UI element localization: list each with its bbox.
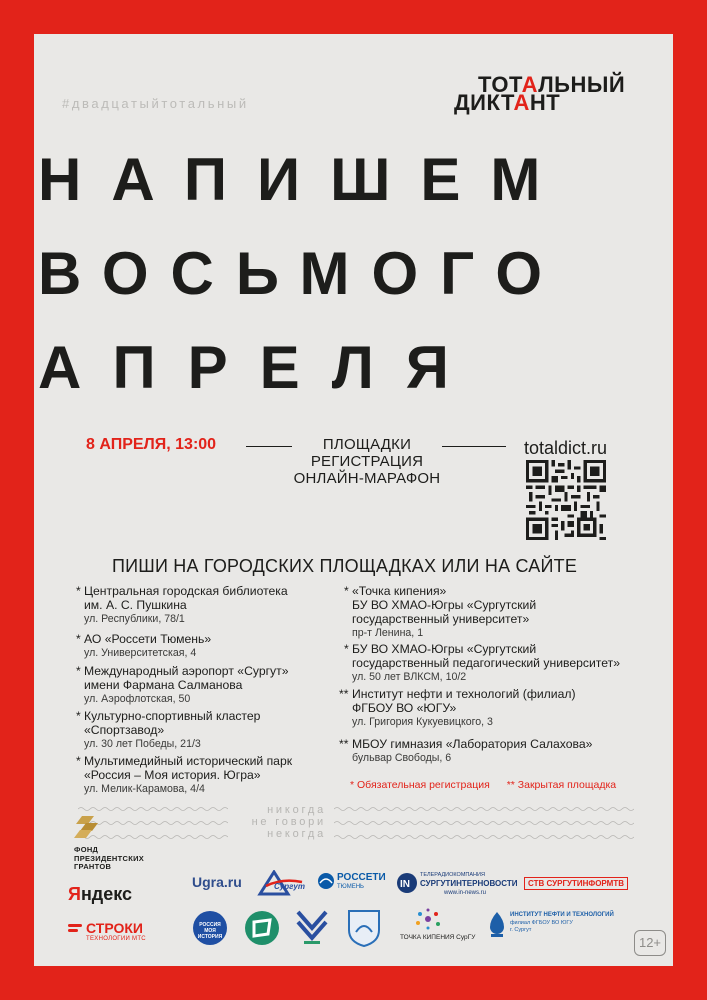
sportzavod-icon — [244, 910, 280, 946]
sponsor-rosseti: РОССЕТИ — [337, 872, 386, 883]
logo-part: ТОТ — [478, 72, 522, 97]
divider-line — [246, 446, 292, 447]
logo-accent: А — [521, 72, 539, 97]
location-name: МБОУ гимназия «Лаборатория Салахова» — [352, 737, 593, 751]
location-address: ул. Университетская, 4 — [84, 647, 197, 659]
location-item — [76, 632, 212, 660]
location-mark: * — [76, 754, 81, 768]
location-mark: * — [76, 632, 81, 646]
location-item — [339, 687, 576, 729]
location-name: государственный педагогический университет» — [352, 656, 620, 670]
location-item — [76, 709, 261, 751]
wave-decoration — [334, 820, 634, 826]
location-name: им. А. С. Пушкина — [84, 598, 187, 612]
location-mark: * — [344, 642, 349, 656]
subtitle: ПИШИ НА ГОРОДСКИХ ПЛОЩАДКАХ ИЛИ НА САЙТЕ — [112, 556, 578, 576]
fpg-logo-text — [74, 846, 144, 872]
sponsor-in-news-url: www.in-news.ru — [444, 890, 487, 896]
poster — [34, 34, 673, 966]
sponsor-oil-institute: ИНСТИТУТ НЕФТИ И ТЕХНОЛОГИЙ — [510, 912, 614, 918]
yandex-accent: Я — [68, 884, 81, 904]
yandex-logo — [68, 884, 132, 905]
logo-line2 — [454, 92, 560, 114]
logo-part: ЛЬНЫЙ — [538, 72, 626, 97]
age-rating: 12+ — [634, 930, 666, 956]
location-item — [339, 737, 593, 765]
legend-closed: ** Закрытая площадка — [506, 779, 617, 791]
location-name: БУ ВО ХМАО-Югры «Сургутский — [352, 642, 537, 656]
location-name: Центральная городская библиотека — [84, 584, 288, 598]
fpg-line: ПРЕЗИДЕНТСКИХ — [74, 853, 145, 863]
headline-line3: АПРЕЛЯ — [38, 334, 481, 401]
logo-part: ДИКТ — [454, 90, 514, 115]
wave-decoration — [78, 806, 228, 812]
location-name: Мультимедийный исторический парк — [84, 754, 293, 768]
yandex-rest: ндекс — [80, 884, 133, 904]
sponsor-russia-history: РОССИЯ МОЯ ИСТОРИЯ — [197, 922, 223, 940]
ghost-line: не говори — [251, 816, 326, 828]
sponsor-rosseti-sub: ТЮМЕНЬ — [337, 884, 364, 890]
site-link[interactable]: totaldict.ru — [524, 438, 608, 458]
location-name: имени Фармана Салманова — [84, 678, 243, 692]
rosseti-icon — [317, 872, 335, 890]
tochka-kipeniya-icon — [410, 906, 446, 932]
sponsor-surgut: Сургут — [274, 882, 305, 891]
location-item — [76, 584, 288, 626]
totaldict-logo — [454, 70, 644, 150]
qr-code[interactable] — [526, 460, 606, 540]
sponsor-oil-institute-city: г. Сургут — [510, 927, 532, 933]
location-address: ул. Мелик-Карамова, 4/4 — [84, 783, 205, 795]
location-address: ул. Республики, 78/1 — [84, 613, 185, 625]
location-item — [76, 664, 289, 706]
location-mark: * — [76, 664, 81, 678]
location-name: БУ ВО ХМАО-Югры «Сургутский — [352, 598, 537, 612]
oil-institute-icon — [486, 910, 508, 940]
location-mark: * — [344, 584, 349, 598]
fpg-line: ФОНД — [74, 845, 99, 854]
location-mark: * — [76, 709, 81, 723]
fpg-line: ГРАНТОВ — [74, 862, 112, 871]
svg-text:IN: IN — [400, 879, 410, 890]
university-emblem-icon — [294, 908, 330, 948]
location-item — [76, 754, 293, 796]
logo-part: НТ — [529, 90, 561, 115]
location-mark: ** — [339, 737, 349, 751]
location-mark: * — [76, 584, 81, 598]
surgutinternovosti-icon — [396, 872, 418, 894]
location-name: Международный аэропорт «Сургут» — [84, 664, 289, 678]
location-name: государственный университет» — [352, 612, 530, 626]
hashtag: #двадцатыйтотальный — [62, 96, 249, 111]
location-name: «Россия – Моя история. Югра» — [84, 768, 261, 782]
location-address: ул. 50 лет ВЛКСМ, 10/2 — [352, 671, 467, 683]
headline-line1: НАПИШЕМ — [38, 146, 571, 213]
stroki-subtitle: ТЕХНОЛОГИИ МТС — [86, 936, 146, 942]
headline-line2: ВОСЬМОГО — [38, 240, 565, 307]
sponsor-trk: ТЕЛЕРАДИОКОМПАНИЯ — [420, 872, 485, 878]
location-item — [344, 584, 537, 640]
location-address: ул. Аэрофлотская, 50 — [84, 693, 191, 705]
stroki-icon — [68, 922, 82, 936]
location-name: Культурно-спортивный кластер — [84, 709, 261, 723]
gymnasium-emblem-icon — [346, 908, 382, 948]
wave-decoration — [78, 820, 228, 826]
wave-decoration — [334, 834, 634, 840]
reg-line2: РЕГИСТРАЦИЯ — [310, 453, 424, 470]
location-mark: ** — [339, 687, 349, 701]
stroki-logo: СТРОКИ — [86, 920, 143, 936]
location-address: пр-т Ленина, 1 — [352, 627, 424, 639]
sponsor-surgutinternovosti: СУРГУТИНТЕРНОВОСТИ — [420, 879, 518, 888]
sponsor-ugra: Ugra.ru — [192, 874, 242, 890]
wave-decoration — [78, 834, 228, 840]
location-address: ул. Григория Кукуевицкого, 3 — [352, 716, 493, 728]
location-address: ул. 30 лет Победы, 21/3 — [84, 738, 201, 750]
location-name: Институт нефти и технологий (филиал) — [352, 687, 576, 701]
sponsor-oil-institute-sub: филиал ФГБОУ ВО ЮГУ — [510, 920, 573, 926]
location-name: «Точка кипения» — [352, 584, 447, 598]
sponsor-tochka-kipeniya: ТОЧКА КИПЕНИЯ СурГУ — [400, 934, 476, 941]
event-date: 8 АПРЕЛЯ, 13:00 — [86, 436, 217, 453]
location-name: ФГБОУ ВО «ЮГУ» — [352, 701, 457, 715]
location-name: АО «Россети Тюмень» — [84, 632, 212, 646]
ghost-line: никогда — [267, 804, 326, 816]
location-name: «Спортзавод» — [84, 723, 165, 737]
location-address: бульвар Свободы, 6 — [352, 752, 452, 764]
legend-required: * Обязательная регистрация — [350, 779, 490, 791]
ghost-line: некогда — [267, 828, 326, 840]
fpg-logo-icon — [74, 814, 100, 840]
reg-line3: ОНЛАЙН-МАРАФОН — [293, 470, 441, 487]
divider-line — [442, 446, 506, 447]
sponsor-stv: СТВ СУРГУТИНФОРМТВ — [524, 877, 628, 890]
ghost-slogan — [230, 804, 326, 840]
reg-line1: ПЛОЩАДКИ — [322, 436, 412, 453]
legend — [350, 779, 630, 791]
logo-accent: А — [513, 90, 530, 115]
registration-block — [292, 436, 442, 487]
location-item — [344, 642, 620, 684]
wave-decoration — [334, 806, 634, 812]
